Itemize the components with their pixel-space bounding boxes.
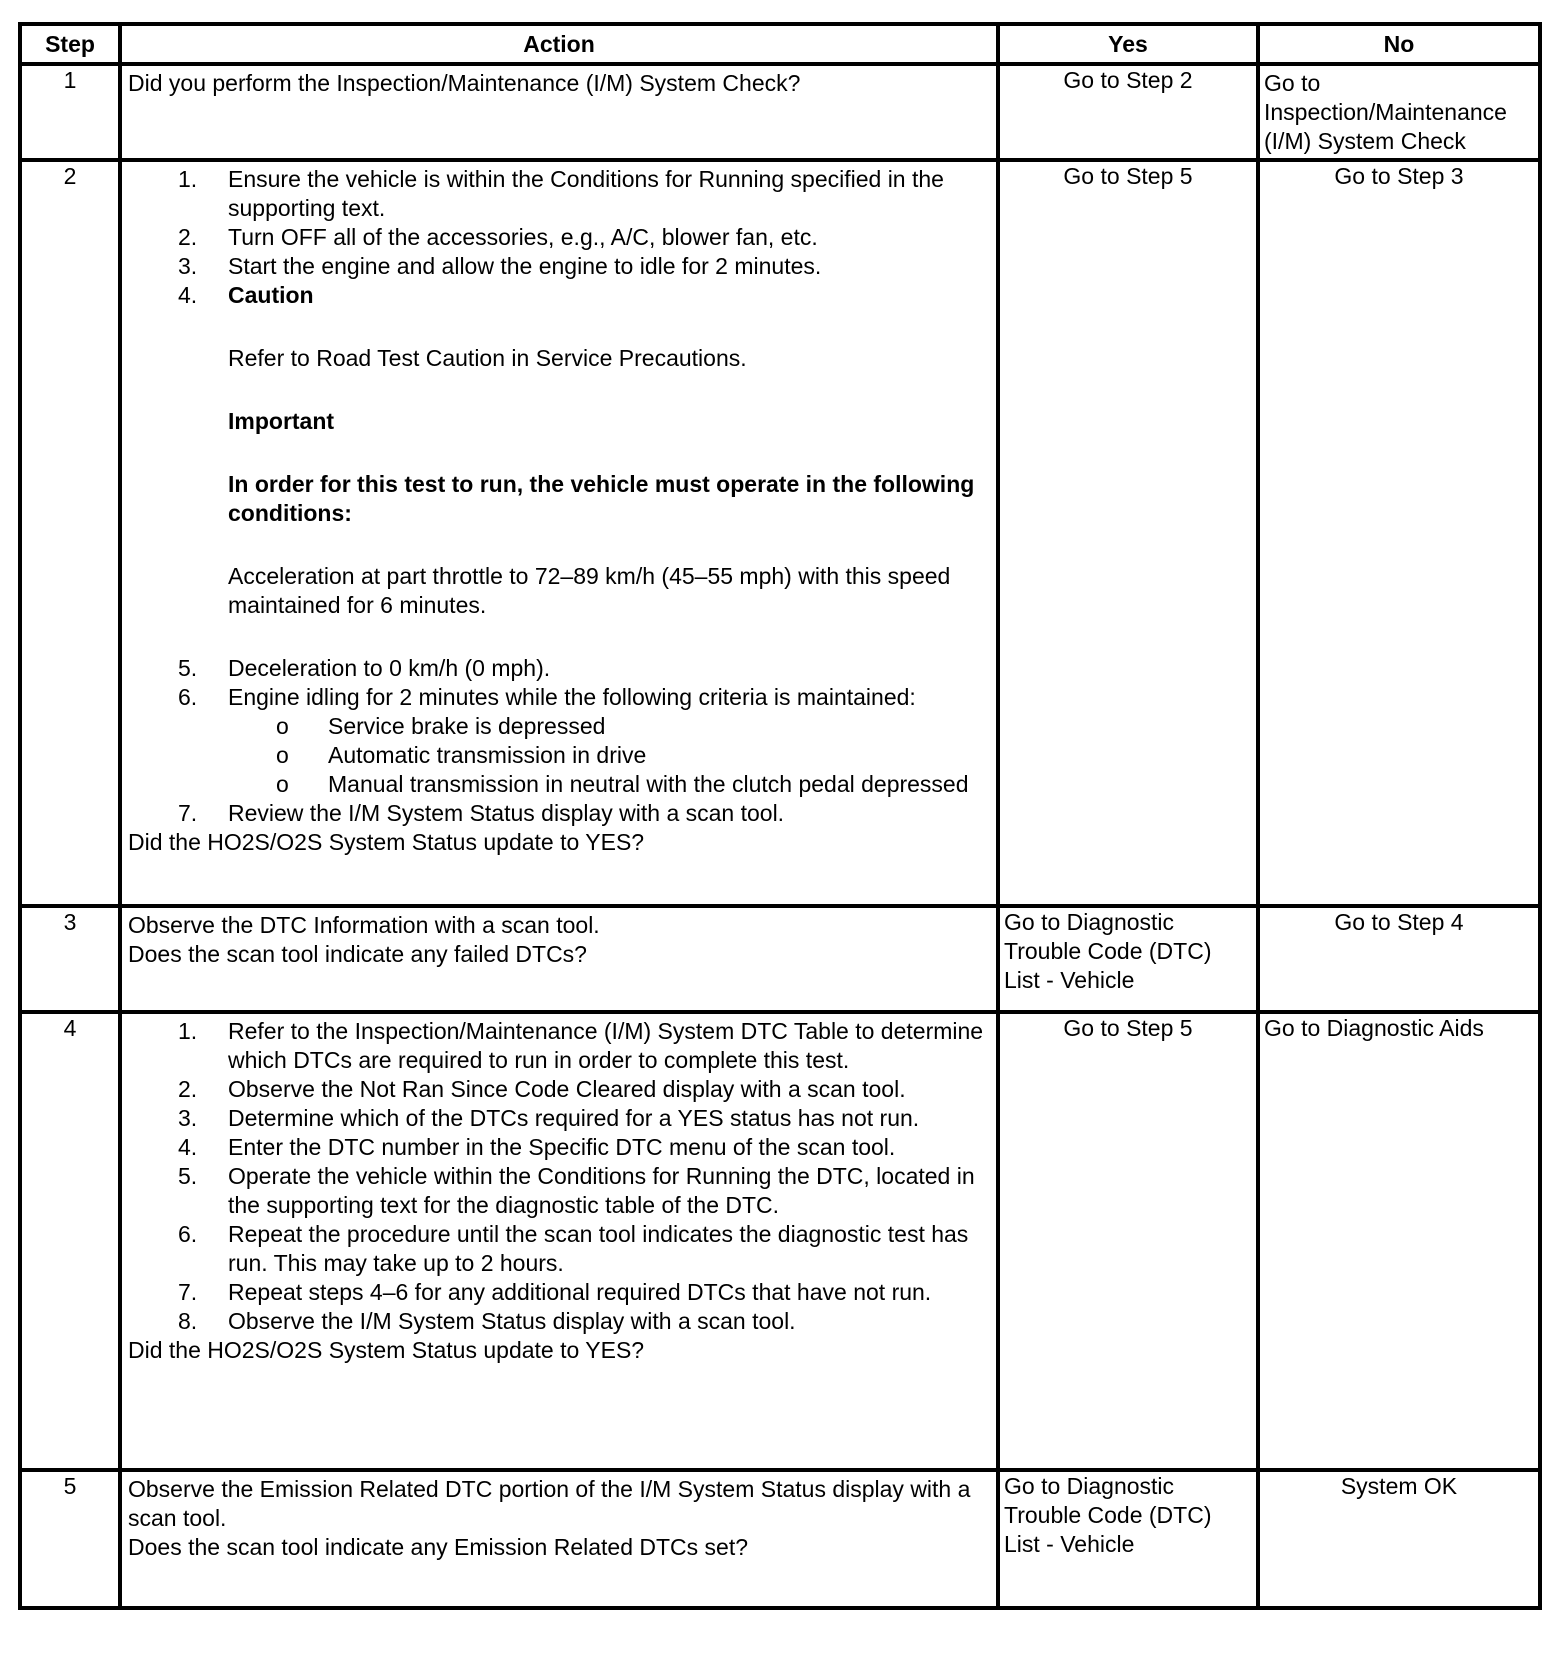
no-cell <box>1258 160 1540 906</box>
action-question: Does the scan tool indicate any failed DTCs? <box>128 941 587 967</box>
diagnostic-table <box>18 22 1542 1610</box>
no-cell <box>1258 1470 1540 1608</box>
criteria-list <box>128 712 990 799</box>
step-number: 2 <box>20 160 120 906</box>
list-item: o Automatic transmission in drive <box>276 742 647 768</box>
no-cell <box>1258 64 1540 160</box>
header-step: Step <box>20 24 120 64</box>
action-cell <box>120 1470 998 1608</box>
list-item: 2. Turn OFF all of the accessories, e.g., A/C, blower fan, etc. <box>178 224 818 250</box>
yes-link[interactable]: Go to Diagnostic Trouble Code (DTC) List - Vehicle <box>1004 1473 1212 1557</box>
action-cell <box>120 906 998 1012</box>
yes-cell <box>998 1012 1258 1470</box>
no-cell <box>1258 906 1540 1012</box>
table-row-step-4 <box>20 1012 1540 1470</box>
header-yes: Yes <box>998 24 1258 64</box>
list-item: 6. Engine idling for 2 minutes while the following criteria is maintained: o Service brake is depressed o Automatic transmission in drive o Manual transmission in neutral with the clutch pedal depressed <box>128 683 990 799</box>
procedure-list <box>128 165 990 828</box>
yes-link[interactable]: Go to Step 5 <box>1063 1015 1193 1041</box>
step-number: 1 <box>20 64 120 160</box>
action-cell <box>120 1012 998 1470</box>
list-item: 3. Determine which of the DTCs required for a YES status has not run. <box>178 1105 920 1131</box>
action-cell <box>120 160 998 906</box>
list-item: 4. Caution Refer to Road Test Caution in Service Precautions. Important In order for this test to run, the vehicle must operate in the following conditions: Acceleration at part throttle to 72–89 km/h (45–55 mph) with this speed maintained for 6 minutes. <box>128 281 990 654</box>
table-row-step-1 <box>20 64 1540 160</box>
no-link[interactable]: Go to Step 3 <box>1334 163 1464 189</box>
no-link[interactable]: System OK <box>1340 1473 1458 1499</box>
step-number: 5 <box>20 1470 120 1608</box>
list-item: 5. Operate the vehicle within the Conditions for Running the DTC, located in the supporting text for the diagnostic table of the DTC. <box>178 1163 975 1218</box>
table-row-step-5 <box>20 1470 1540 1608</box>
step-number: 3 <box>20 906 120 1012</box>
procedure-list <box>128 1017 990 1336</box>
caution-text: Refer to Road Test Caution in Service Precautions. <box>228 345 747 371</box>
action-instruction: Observe the DTC Information with a scan tool. <box>128 912 600 938</box>
list-item: 8. Observe the I/M System Status display with a scan tool. <box>178 1308 796 1334</box>
no-cell <box>1258 1012 1540 1470</box>
table-row-step-2 <box>20 160 1540 906</box>
yes-cell <box>998 160 1258 906</box>
yes-link[interactable]: Go to Step 2 <box>1063 67 1193 93</box>
acceleration-text: Acceleration at part throttle to 72–89 km/h (45–55 mph) with this speed maintained for 6 minutes. <box>228 563 951 618</box>
list-item: 6. Repeat the procedure until the scan tool indicates the diagnostic test has run. This may take up to 2 hours. <box>178 1221 969 1276</box>
yes-cell <box>998 1470 1258 1608</box>
list-item: o Service brake is depressed <box>276 713 606 739</box>
important-heading: Important <box>228 408 335 434</box>
action-question: Did you perform the Inspection/Maintenance (I/M) System Check? <box>128 70 801 96</box>
caution-heading: Caution <box>228 282 314 308</box>
action-instruction: Observe the Emission Related DTC portion of the I/M System Status display with a scan tool. <box>128 1476 971 1531</box>
list-item: 4. Enter the DTC number in the Specific DTC menu of the scan tool. <box>178 1134 896 1160</box>
action-cell <box>120 64 998 160</box>
yes-cell <box>998 64 1258 160</box>
list-item: 7. Repeat steps 4–6 for any additional required DTCs that have not run. <box>178 1279 932 1305</box>
action-question: Did the HO2S/O2S System Status update to YES? <box>128 829 645 855</box>
list-item: 3. Start the engine and allow the engine to idle for 2 minutes. <box>178 253 822 279</box>
no-link[interactable]: Go to Diagnostic Aids <box>1264 1015 1484 1041</box>
yes-link[interactable]: Go to Step 5 <box>1063 163 1193 189</box>
yes-link[interactable]: Go to Diagnostic Trouble Code (DTC) List - Vehicle <box>1004 909 1212 993</box>
list-item: 1. Ensure the vehicle is within the Conditions for Running specified in the supporting text. <box>178 166 944 221</box>
header-row <box>20 24 1540 64</box>
list-item: 2. Observe the Not Ran Since Code Cleared display with a scan tool. <box>178 1076 906 1102</box>
header-action: Action <box>120 24 998 64</box>
important-text: In order for this test to run, the vehicle must operate in the following conditions: <box>228 471 975 526</box>
table-row-step-3 <box>20 906 1540 1012</box>
yes-cell <box>998 906 1258 1012</box>
list-item: 1. Refer to the Inspection/Maintenance (I/M) System DTC Table to determine which DTCs are required to run in order to complete this test. <box>178 1018 984 1073</box>
list-item: 7. Review the I/M System Status display with a scan tool. <box>178 800 785 826</box>
list-item: o Manual transmission in neutral with the clutch pedal depressed <box>276 771 969 797</box>
header-no: No <box>1258 24 1540 64</box>
action-question: Does the scan tool indicate any Emission Related DTCs set? <box>128 1534 749 1560</box>
list-item: 5. Deceleration to 0 km/h (0 mph). <box>178 655 551 681</box>
no-link[interactable]: Go to Step 4 <box>1334 909 1464 935</box>
step-number: 4 <box>20 1012 120 1470</box>
action-question: Did the HO2S/O2S System Status update to YES? <box>128 1337 645 1363</box>
no-link[interactable]: Go to Inspection/Maintenance (I/M) System Check <box>1264 70 1507 154</box>
